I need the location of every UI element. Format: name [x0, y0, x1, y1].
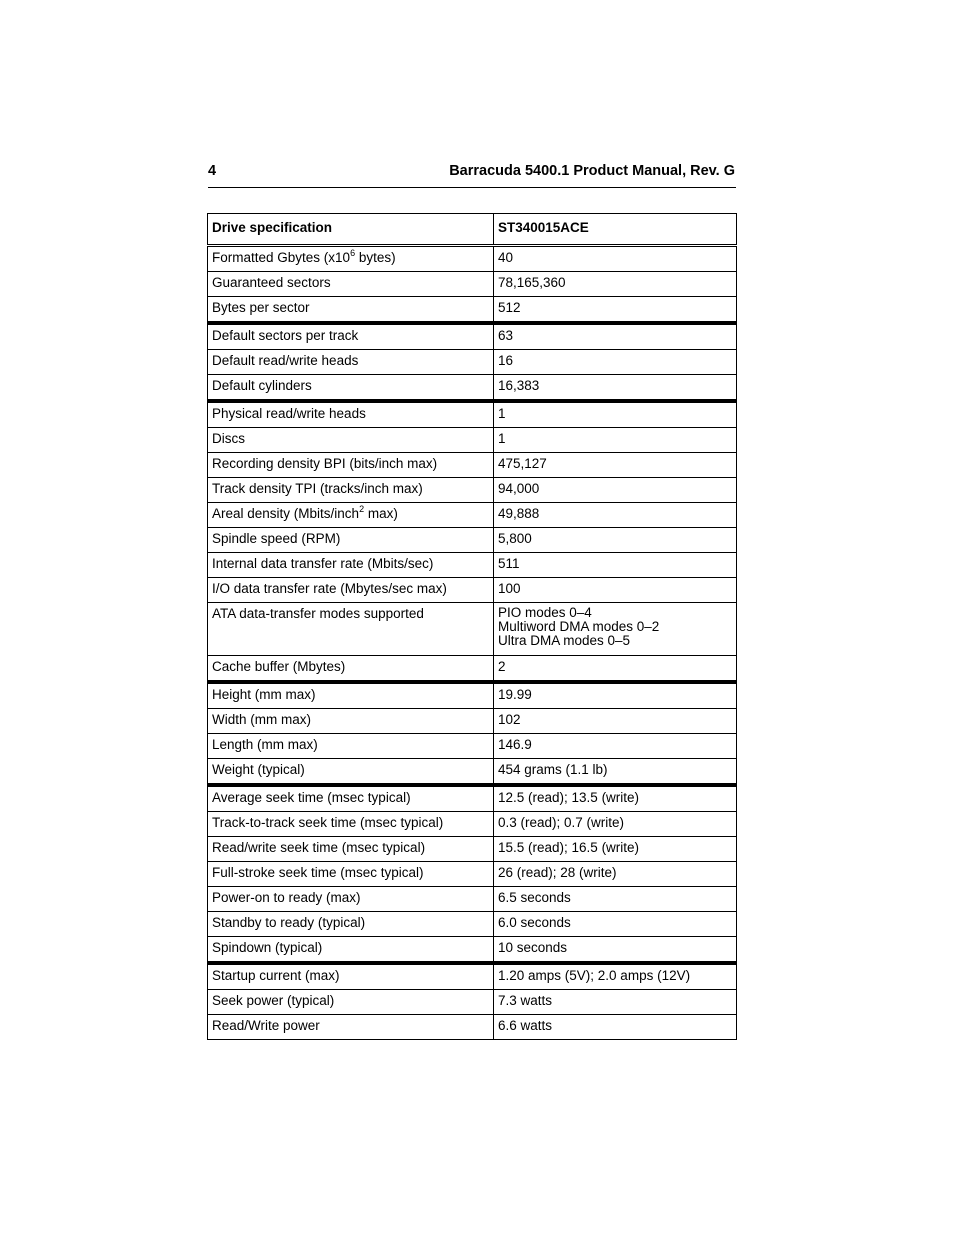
spec-label: Cache buffer (Mbytes) [212, 659, 346, 674]
spec-label-cell [208, 528, 494, 553]
spec-value-cell [494, 709, 737, 734]
spec-label-cell [208, 656, 494, 683]
spec-label-cell [208, 453, 494, 478]
spec-value-cell [494, 272, 737, 297]
table-row [208, 759, 737, 786]
page-number: 4 [208, 163, 217, 179]
table-row [208, 375, 737, 402]
spec-value-cell [494, 759, 737, 786]
spec-value-cell [494, 785, 737, 812]
spec-value: 40 [498, 250, 514, 265]
spec-value-cell [494, 350, 737, 375]
spec-value-cell [494, 401, 737, 428]
spec-value: 2 [498, 659, 506, 674]
spec-label-superscript: 6 [350, 248, 356, 258]
spec-value: 6.6 watts [498, 1018, 553, 1033]
spec-label-cell [208, 837, 494, 862]
spec-label-cell [208, 887, 494, 912]
spec-label: Track density TPI (tracks/inch max) [212, 481, 423, 496]
spec-label-cell [208, 937, 494, 964]
spec-label-cell [208, 503, 494, 528]
spec-label-cell [208, 323, 494, 350]
column-header-model: ST340015ACE [494, 214, 737, 246]
spec-value: 78,165,360 [498, 275, 566, 290]
spec-label-cell [208, 578, 494, 603]
table-row [208, 682, 737, 709]
spec-label-superscript: 2 [359, 504, 365, 514]
spec-value: 15.5 (read); 16.5 (write) [498, 840, 640, 855]
table-row [208, 478, 737, 503]
spec-value: 5,800 [498, 531, 532, 546]
spec-value: 10 seconds [498, 940, 568, 955]
table-row [208, 912, 737, 937]
spec-label-cell [208, 553, 494, 578]
spec-value: 511 [498, 556, 520, 571]
table-row [208, 937, 737, 964]
spec-label-cell [208, 428, 494, 453]
spec-label-cell [208, 1015, 494, 1040]
table-row [208, 812, 737, 837]
spec-value-cell [494, 912, 737, 937]
spec-value-line: Ultra DMA modes 0–5 [498, 633, 631, 648]
spec-label-cell [208, 785, 494, 812]
spec-label: Areal density (Mbits/inch [212, 506, 360, 521]
spec-value-cell [494, 246, 737, 272]
spec-value-cell [494, 453, 737, 478]
spec-value: 1 [498, 431, 506, 446]
spec-value-cell [494, 862, 737, 887]
spec-label: Seek power (typical) [212, 993, 335, 1008]
table-header-row [208, 214, 737, 246]
table-row [208, 401, 737, 428]
spec-value: 63 [498, 328, 514, 343]
spec-label: Default cylinders [212, 378, 312, 393]
spec-label: Read/Write power [212, 1018, 320, 1033]
spec-value-cell [494, 528, 737, 553]
spec-value: 16 [498, 353, 514, 368]
column-header-spec: Drive specification [208, 214, 494, 246]
spec-label: Width (mm max) [212, 712, 311, 727]
table-row [208, 297, 737, 324]
spec-label: Standby to ready (typical) [212, 915, 366, 930]
spec-value: 49,888 [498, 506, 540, 521]
spec-value-cell [494, 478, 737, 503]
spec-value-cell [494, 812, 737, 837]
table-row [208, 603, 737, 656]
table-row [208, 246, 737, 272]
spec-label: Bytes per sector [212, 300, 310, 315]
table-row [208, 350, 737, 375]
table-row [208, 323, 737, 350]
spec-label: Internal data transfer rate (Mbits/sec) [212, 556, 434, 571]
spec-label-tail: bytes) [355, 250, 396, 265]
spec-label-cell [208, 246, 494, 272]
spec-label: Power-on to ready (max) [212, 890, 361, 905]
spec-label-cell [208, 709, 494, 734]
spec-label: Recording density BPI (bits/inch max) [212, 456, 438, 471]
table-row [208, 709, 737, 734]
table-row [208, 862, 737, 887]
spec-label: Weight (typical) [212, 762, 305, 777]
table-row [208, 990, 737, 1015]
spec-value-cell [494, 603, 737, 656]
spec-label-cell [208, 297, 494, 324]
spec-value-cell [494, 937, 737, 964]
spec-value: 16,383 [498, 378, 540, 393]
table-row [208, 553, 737, 578]
spec-value: 6.5 seconds [498, 890, 571, 905]
spec-value: 102 [498, 712, 521, 727]
table-row [208, 785, 737, 812]
spec-label-cell [208, 862, 494, 887]
spec-label-cell [208, 603, 494, 656]
spec-label: Physical read/write heads [212, 406, 366, 421]
spec-value: 1 [498, 406, 506, 421]
spec-value-cell [494, 682, 737, 709]
spec-value-cell [494, 887, 737, 912]
spec-value-cell [494, 837, 737, 862]
spec-label: Startup current (max) [212, 968, 340, 983]
spec-value-cell [494, 990, 737, 1015]
spec-value-cell [494, 375, 737, 402]
table-row [208, 503, 737, 528]
table-row [208, 1015, 737, 1040]
spec-label: Guaranteed sectors [212, 275, 331, 290]
spec-label: Default read/write heads [212, 353, 359, 368]
table-row [208, 528, 737, 553]
spec-label-cell [208, 478, 494, 503]
spec-label: Full-stroke seek time (msec typical) [212, 865, 424, 880]
page-header [208, 163, 735, 183]
spec-label: Discs [212, 431, 245, 446]
spec-label-cell [208, 963, 494, 990]
spec-value: 475,127 [498, 456, 547, 471]
spec-value: 0.3 (read); 0.7 (write) [498, 815, 625, 830]
table-row [208, 656, 737, 683]
spec-label-cell [208, 912, 494, 937]
table-row [208, 887, 737, 912]
spec-label-cell [208, 759, 494, 786]
spec-label: Track-to-track seek time (msec typical) [212, 815, 444, 830]
spec-label: Average seek time (msec typical) [212, 790, 411, 805]
table-row [208, 734, 737, 759]
spec-label-cell [208, 812, 494, 837]
spec-label-cell [208, 990, 494, 1015]
spec-value: 7.3 watts [498, 993, 553, 1008]
spec-value: 6.0 seconds [498, 915, 571, 930]
spec-label-tail: max) [364, 506, 398, 521]
spec-label-cell [208, 401, 494, 428]
spec-value: 94,000 [498, 481, 540, 496]
spec-value-cell [494, 578, 737, 603]
spec-value: 19.99 [498, 687, 532, 702]
header-rule [208, 187, 736, 188]
spec-label: Height (mm max) [212, 687, 316, 702]
spec-value-cell [494, 297, 737, 324]
table-row [208, 963, 737, 990]
spec-label: Spindown (typical) [212, 940, 323, 955]
table-row [208, 272, 737, 297]
spec-label: Length (mm max) [212, 737, 318, 752]
spec-value-cell [494, 656, 737, 683]
spec-value: 146.9 [498, 737, 532, 752]
spec-label: Formatted Gbytes (x10 [212, 250, 351, 265]
spec-value-cell [494, 1015, 737, 1040]
spec-label-cell [208, 375, 494, 402]
table-row [208, 837, 737, 862]
spec-value-cell [494, 323, 737, 350]
spec-label: Spindle speed (RPM) [212, 531, 341, 546]
spec-value: 1.20 amps (5V); 2.0 amps (12V) [498, 968, 691, 983]
spec-label: Default sectors per track [212, 328, 359, 343]
drive-spec-table [207, 213, 737, 1040]
manual-title: Barracuda 5400.1 Product Manual, Rev. G [449, 163, 735, 179]
spec-label: ATA data-transfer modes supported [212, 606, 424, 621]
spec-value-cell [494, 963, 737, 990]
spec-value: 26 (read); 28 (write) [498, 865, 617, 880]
spec-value: 12.5 (read); 13.5 (write) [498, 790, 640, 805]
spec-value-line: Multiword DMA modes 0–2 [498, 619, 660, 634]
spec-value-cell [494, 428, 737, 453]
spec-label-cell [208, 272, 494, 297]
spec-value-cell [494, 734, 737, 759]
spec-value-cell [494, 503, 737, 528]
spec-label: Read/write seek time (msec typical) [212, 840, 426, 855]
spec-value: 512 [498, 300, 521, 315]
spec-label-cell [208, 682, 494, 709]
spec-label-cell [208, 734, 494, 759]
spec-value: 100 [498, 581, 521, 596]
table-row [208, 453, 737, 478]
table-row [208, 428, 737, 453]
spec-label-cell [208, 350, 494, 375]
table-row [208, 578, 737, 603]
spec-label: I/O data transfer rate (Mbytes/sec max) [212, 581, 447, 596]
spec-value-cell [494, 553, 737, 578]
spec-value-line: PIO modes 0–4 [498, 605, 592, 620]
spec-value: 454 grams (1.1 lb) [498, 762, 608, 777]
